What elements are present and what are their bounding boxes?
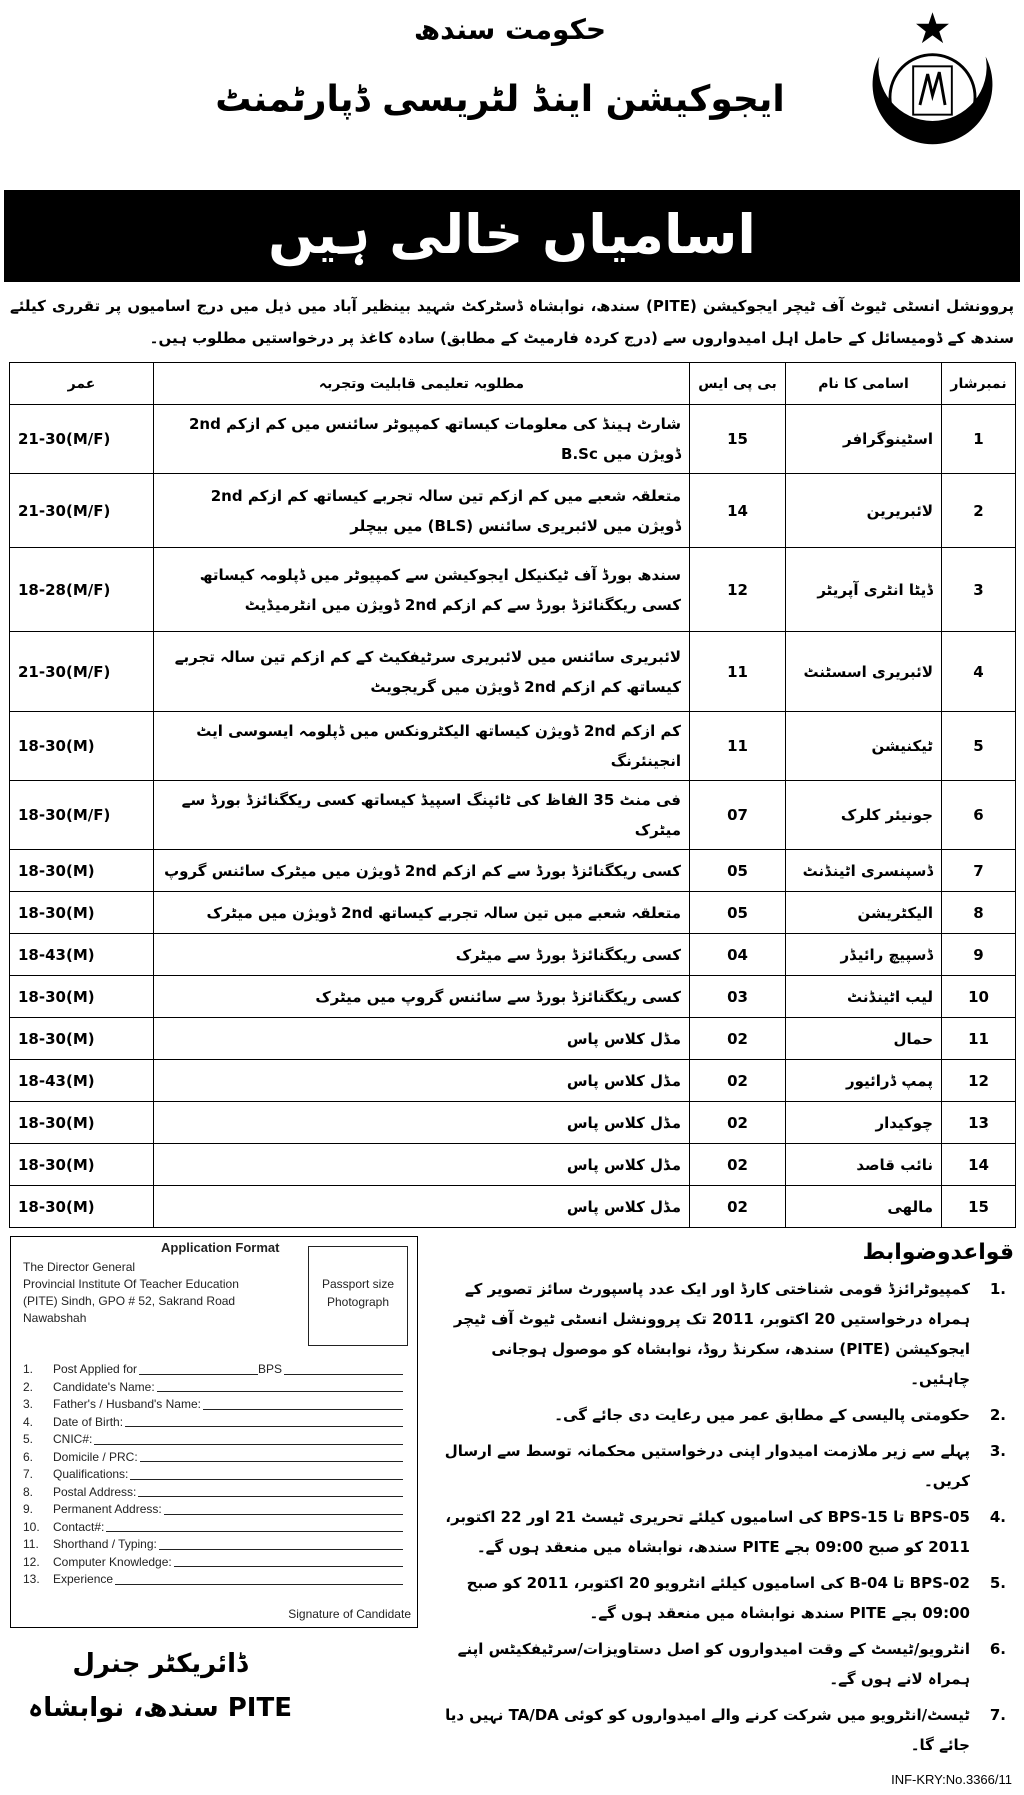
- table-row: [10, 474, 1016, 548]
- address-line: (PITE) Sindh, GPO # 52, Sakrand Road: [23, 1294, 236, 1308]
- post-name-cell: حمال: [786, 1018, 942, 1060]
- application-format-box: [10, 1236, 418, 1628]
- field-label: Qualifications:: [53, 1467, 129, 1481]
- table-row: [10, 712, 1016, 781]
- serial-cell: 14: [942, 1144, 1016, 1186]
- field-input-line[interactable]: [139, 1361, 258, 1375]
- vacancies-table: [9, 362, 1016, 1228]
- field-input-line[interactable]: [140, 1449, 403, 1463]
- rule-number: 1.: [989, 1280, 1006, 1298]
- bps-cell: 02: [690, 1144, 786, 1186]
- field-input-line[interactable]: [106, 1519, 403, 1533]
- field-input-line[interactable]: [157, 1379, 403, 1393]
- vacancies-banner: اسامیاں خالی ہیں: [4, 190, 1020, 282]
- left-column: [10, 1236, 418, 1766]
- rule-text: پہلے سے زیر ملازمت امیدوار اپنی درخواستیں محکمانہ توسط سے ارسال کریں۔: [444, 1442, 970, 1490]
- table-row: [10, 1144, 1016, 1186]
- address-line: Provincial Institute Of Teacher Education: [23, 1277, 239, 1291]
- field-input-line[interactable]: [125, 1414, 403, 1428]
- field-label: Candidate's Name:: [53, 1379, 155, 1394]
- field-number: 7.: [23, 1467, 34, 1481]
- address-line: The Director General: [23, 1260, 136, 1274]
- table-row: [10, 892, 1016, 934]
- age-cell: 18-43(M): [10, 1060, 154, 1102]
- bps-cell: 15: [690, 405, 786, 474]
- post-name-cell: الیکٹریشن: [786, 892, 942, 934]
- right-column: [436, 1236, 1014, 1766]
- age-cell: 18-28(M/F): [10, 548, 154, 632]
- field-number: 3.: [23, 1397, 34, 1411]
- qualification-cell: مڈل کلاس پاس: [154, 1060, 690, 1102]
- form-title: Application Format: [161, 1240, 280, 1255]
- government-name: حکومت سندھ: [413, 13, 607, 46]
- qualification-cell: مڈل کلاس پاس: [154, 1018, 690, 1060]
- header: [0, 0, 1024, 190]
- field-input-line[interactable]: [174, 1554, 403, 1568]
- field-label: BPS: [258, 1362, 283, 1376]
- post-name-cell: ٹیکنیشن: [786, 712, 942, 781]
- qualification-cell: مڈل کلاس پاس: [154, 1186, 690, 1228]
- field-input-line[interactable]: [203, 1396, 403, 1410]
- post-name-cell: ڈیٹا انٹری آپریٹر: [786, 548, 942, 632]
- qualification-cell: مڈل کلاس پاس: [154, 1102, 690, 1144]
- bps-cell: 05: [690, 892, 786, 934]
- serial-cell: 3: [942, 548, 1016, 632]
- bottom-section: [10, 1236, 1014, 1766]
- bps-cell: 14: [690, 474, 786, 548]
- header-age: عمر: [10, 363, 154, 405]
- field-label: Domicile / PRC:: [53, 1449, 138, 1464]
- field-label: Permanent Address:: [53, 1502, 162, 1516]
- field-number: 2.: [23, 1379, 34, 1394]
- rule-text: BPS-02 تا B-04 کی اسامیوں کیلئے انٹرویو 20 اکتوبر، 2011 کو صبح 09:00 بجے PITE سندھ نوابشاہ میں منعقد ہوں گے۔: [466, 1574, 970, 1622]
- age-cell: 18-30(M): [10, 892, 154, 934]
- form-field: [23, 1379, 403, 1397]
- header-serial: نمبرشار: [942, 363, 1016, 405]
- serial-cell: 1: [942, 405, 1016, 474]
- table-row: [10, 934, 1016, 976]
- photo-label: Passport size: [321, 1277, 395, 1291]
- age-cell: 18-30(M/F): [10, 781, 154, 850]
- bps-cell: 02: [690, 1060, 786, 1102]
- serial-cell: 15: [942, 1186, 1016, 1228]
- serial-cell: 13: [942, 1102, 1016, 1144]
- form-field: [23, 1501, 403, 1519]
- rules-list: [436, 1274, 1014, 1760]
- post-name-cell: جونیئر کلرک: [786, 781, 942, 850]
- rule-item: [436, 1700, 1014, 1760]
- form-field: [23, 1484, 403, 1502]
- form-field: [23, 1536, 403, 1554]
- serial-cell: 8: [942, 892, 1016, 934]
- field-label: Father's / Husband's Name:: [53, 1397, 201, 1411]
- table-row: [10, 1186, 1016, 1228]
- bps-cell: 02: [690, 1186, 786, 1228]
- post-name-cell: مالھی: [786, 1186, 942, 1228]
- rules-title: قواعدوضوابط: [862, 1240, 1014, 1265]
- post-name-cell: لائبریری اسسٹنٹ: [786, 632, 942, 712]
- header-qualification: مطلوبہ تعلیمی قابلیت وتجربہ: [154, 363, 690, 405]
- bps-cell: 02: [690, 1102, 786, 1144]
- age-cell: 18-43(M): [10, 934, 154, 976]
- form-field: [23, 1571, 403, 1589]
- field-number: 10.: [23, 1519, 40, 1534]
- serial-cell: 11: [942, 1018, 1016, 1060]
- serial-cell: 9: [942, 934, 1016, 976]
- qualification-cell: متعلقہ شعبے میں تین سالہ تجربے کیساتھ 2nd ڈویژن میں میٹرک: [154, 892, 690, 934]
- serial-cell: 2: [942, 474, 1016, 548]
- field-input-line[interactable]: [164, 1501, 403, 1515]
- bps-cell: 03: [690, 976, 786, 1018]
- rule-number: 6.: [989, 1640, 1006, 1658]
- qualification-cell: کسی ریکگنائزڈ بورڈ سے سائنس گروپ میں میٹرک: [154, 976, 690, 1018]
- photo-box: [308, 1246, 408, 1346]
- field-number: 12.: [23, 1554, 40, 1569]
- rule-number: 2.: [989, 1406, 1006, 1424]
- rule-text: انٹرویو/ٹیسٹ کے وقت امیدواروں کو اصل دستاویزات/سرٹیفکیٹس اپنے ہمراہ لانے ہوں گے۔: [457, 1640, 970, 1688]
- form-field: [23, 1431, 403, 1449]
- serial-cell: 7: [942, 850, 1016, 892]
- post-name-cell: پمپ ڈرائیور: [786, 1060, 942, 1102]
- form-field: [23, 1449, 403, 1467]
- signatory-title: ڈائریکٹر جنرل: [72, 1649, 248, 1679]
- qualification-cell: کسی ریکگنائزڈ بورڈ سے کم ازکم 2nd ڈویژن میں میٹرک سائنس گروپ: [154, 850, 690, 892]
- qualification-cell: سندھ بورڈ آف ٹیکنیکل ایجوکیشن سے کمپیوٹر میں ڈپلومہ کیساتھ کسی ریکگنائزڈ بورڈ سے کم ازکم 2nd ڈویژن میں انٹرمیڈیٹ: [154, 548, 690, 632]
- serial-cell: 10: [942, 976, 1016, 1018]
- post-name-cell: اسٹینوگرافر: [786, 405, 942, 474]
- qualification-cell: فی منٹ 35 الفاظ کی ٹائپنگ اسپیڈ کیساتھ کسی ریکگنائزڈ بورڈ سے میٹرک: [154, 781, 690, 850]
- age-cell: 18-30(M): [10, 1144, 154, 1186]
- rule-text: ٹیسٹ/انٹرویو میں شرکت کرنے والے امیدواروں کو کوئی TA/DA نہیں دیا جائے گا۔: [445, 1706, 970, 1754]
- rule-item: [436, 1568, 1014, 1628]
- table-row: [10, 1102, 1016, 1144]
- form-field: [23, 1554, 403, 1572]
- table-header-row: [10, 363, 1016, 405]
- field-number: 1.: [23, 1362, 34, 1376]
- age-cell: 21-30(M/F): [10, 474, 154, 548]
- field-label: Postal Address:: [53, 1484, 137, 1499]
- form-field: [23, 1361, 403, 1379]
- field-input-line[interactable]: [138, 1484, 403, 1498]
- rule-number: 5.: [989, 1574, 1006, 1592]
- rule-item: [436, 1436, 1014, 1496]
- post-name-cell: ڈسپیچ رائیڈر: [786, 934, 942, 976]
- field-label: Computer Knowledge:: [53, 1554, 172, 1569]
- age-cell: 18-30(M): [10, 712, 154, 781]
- serial-cell: 12: [942, 1060, 1016, 1102]
- field-input-line[interactable]: [94, 1431, 403, 1445]
- form-address: [23, 1259, 301, 1327]
- address-line: Nawabshah: [23, 1311, 87, 1325]
- field-number: 8.: [23, 1484, 34, 1499]
- age-cell: 18-30(M): [10, 1102, 154, 1144]
- signatory-office: PITE سندھ، نوابشاہ: [28, 1693, 292, 1723]
- post-name-cell: ڈسپنسری اٹینڈنٹ: [786, 850, 942, 892]
- rule-number: 3.: [989, 1442, 1006, 1460]
- table-row: [10, 1060, 1016, 1102]
- sindh-government-seal-logo: [860, 8, 1005, 173]
- age-cell: 21-30(M/F): [10, 405, 154, 474]
- qualification-cell: متعلقہ شعبے میں کم ازکم تین سالہ تجربے کیساتھ کم ازکم 2nd ڈویژن میں لائبریری سائنس (BLS) میں بیچلر: [154, 474, 690, 548]
- field-label: CNIC#:: [53, 1432, 93, 1446]
- candidate-signature-label: Signature of Candidate: [288, 1607, 411, 1621]
- age-cell: 18-30(M): [10, 976, 154, 1018]
- post-name-cell: چوکیدار: [786, 1102, 942, 1144]
- field-label: Contact#:: [53, 1519, 105, 1534]
- table-row: [10, 632, 1016, 712]
- table-row: [10, 405, 1016, 474]
- signatory-block: [10, 1642, 310, 1730]
- rule-item: [436, 1634, 1014, 1694]
- field-number: 13.: [23, 1572, 40, 1586]
- qualification-cell: کسی ریکگنائزڈ بورڈ سے میٹرک: [154, 934, 690, 976]
- form-field: [23, 1466, 403, 1484]
- bps-cell: 11: [690, 712, 786, 781]
- post-name-cell: لائبریرین: [786, 474, 942, 548]
- bps-input-line[interactable]: [284, 1361, 403, 1375]
- form-field: [23, 1396, 403, 1414]
- form-field: [23, 1414, 403, 1432]
- field-label: Experience: [53, 1572, 114, 1586]
- header-bps: بی پی ایس: [690, 363, 786, 405]
- table-row: [10, 1018, 1016, 1060]
- table-row: [10, 850, 1016, 892]
- bps-cell: 12: [690, 548, 786, 632]
- reference-number: INF-KRY:No.3366/11: [891, 1772, 1012, 1787]
- field-number: 4.: [23, 1414, 34, 1429]
- age-cell: 18-30(M): [10, 850, 154, 892]
- field-number: 6.: [23, 1449, 34, 1464]
- field-number: 11.: [23, 1537, 39, 1551]
- field-number: 9.: [23, 1502, 34, 1516]
- bps-cell: 05: [690, 850, 786, 892]
- photo-label: Photograph: [326, 1295, 390, 1309]
- qualification-cell: کم ازکم 2nd ڈویژن کیساتھ الیکٹرونکس میں ڈپلومہ ایسوسی ایٹ انجینئرنگ: [154, 712, 690, 781]
- post-name-cell: نائب قاصد: [786, 1144, 942, 1186]
- field-input-line[interactable]: [115, 1571, 403, 1585]
- age-cell: 18-30(M): [10, 1018, 154, 1060]
- rule-number: 4.: [989, 1508, 1006, 1526]
- serial-cell: 4: [942, 632, 1016, 712]
- serial-cell: 6: [942, 781, 1016, 850]
- table-row: [10, 781, 1016, 850]
- table-row: [10, 548, 1016, 632]
- intro-paragraph: پروونشل انسٹی ٹیوٹ آف ٹیچر ایجوکیشن (PITE) سندھ، نوابشاہ ڈسٹرکٹ شہید بینظیر آباد میں ذیل میں درج اسامیوں پر تقرری کیلئے سندھ کے ڈومیسائل کے حامل اہل امیدواروں سے (درج کردہ فارمیٹ کے مطابق) سادہ کاغذ پر درخواستیں مطلوب ہیں۔: [10, 297, 1015, 347]
- rule-text: BPS-05 تا BPS-15 کی اسامیوں کیلئے تحریری ٹیسٹ 21 اور 22 اکتوبر، 2011 کو صبح 09:00 بجے PITE سندھ، نوابشاہ میں منعقد ہوں گے۔: [445, 1508, 970, 1556]
- bps-cell: 07: [690, 781, 786, 850]
- form-field: [23, 1519, 403, 1537]
- table-row: [10, 976, 1016, 1018]
- rule-text: حکومتی پالیسی کے مطابق عمر میں رعایت دی جائے گی۔: [554, 1406, 970, 1424]
- post-name-cell: لیب اٹینڈنٹ: [786, 976, 942, 1018]
- field-input-line[interactable]: [159, 1536, 403, 1550]
- age-cell: 18-30(M): [10, 1186, 154, 1228]
- qualification-cell: شارٹ ہینڈ کی معلومات کیساتھ کمپیوٹر سائنس میں کم ازکم 2nd ڈویژن میں B.Sc: [154, 405, 690, 474]
- field-label: Date of Birth:: [53, 1414, 124, 1429]
- bps-cell: 02: [690, 1018, 786, 1060]
- bps-cell: 11: [690, 632, 786, 712]
- rule-item: [436, 1274, 1014, 1394]
- qualification-cell: مڈل کلاس پاس: [154, 1144, 690, 1186]
- rule-item: [436, 1502, 1014, 1562]
- field-label: Post Applied for: [53, 1362, 138, 1376]
- form-fields: [23, 1361, 403, 1589]
- field-number: 5.: [23, 1432, 34, 1446]
- field-label: Shorthand / Typing:: [53, 1537, 157, 1551]
- department-name: ایجوکیشن اینڈ لٹریسی ڈپارٹمنٹ: [215, 79, 785, 120]
- age-cell: 21-30(M/F): [10, 632, 154, 712]
- rule-item: [436, 1400, 1014, 1430]
- header-post: اسامی کا نام: [786, 363, 942, 405]
- bps-cell: 04: [690, 934, 786, 976]
- qualification-cell: لائبریری سائنس میں لائبریری سرٹیفکیٹ کے کم ازکم تین سالہ تجربے کیساتھ کم ازکم 2nd ڈویژن میں گریجویٹ: [154, 632, 690, 712]
- field-input-line[interactable]: [130, 1466, 403, 1480]
- serial-cell: 5: [942, 712, 1016, 781]
- rule-number: 7.: [989, 1706, 1006, 1724]
- rule-text: کمپیوٹرائزڈ قومی شناختی کارڈ اور ایک عدد پاسپورٹ سائز تصویر کے ہمراہ درخواستیں 20 اکتوبر، 2011 تک پروونشل انسٹی ٹیوٹ آف ٹیچر ایجوکیشن (PITE) سندھ، سکرنڈ روڈ، نوابشاہ کو موصول ہوجانی چاہئیں۔: [453, 1280, 970, 1388]
